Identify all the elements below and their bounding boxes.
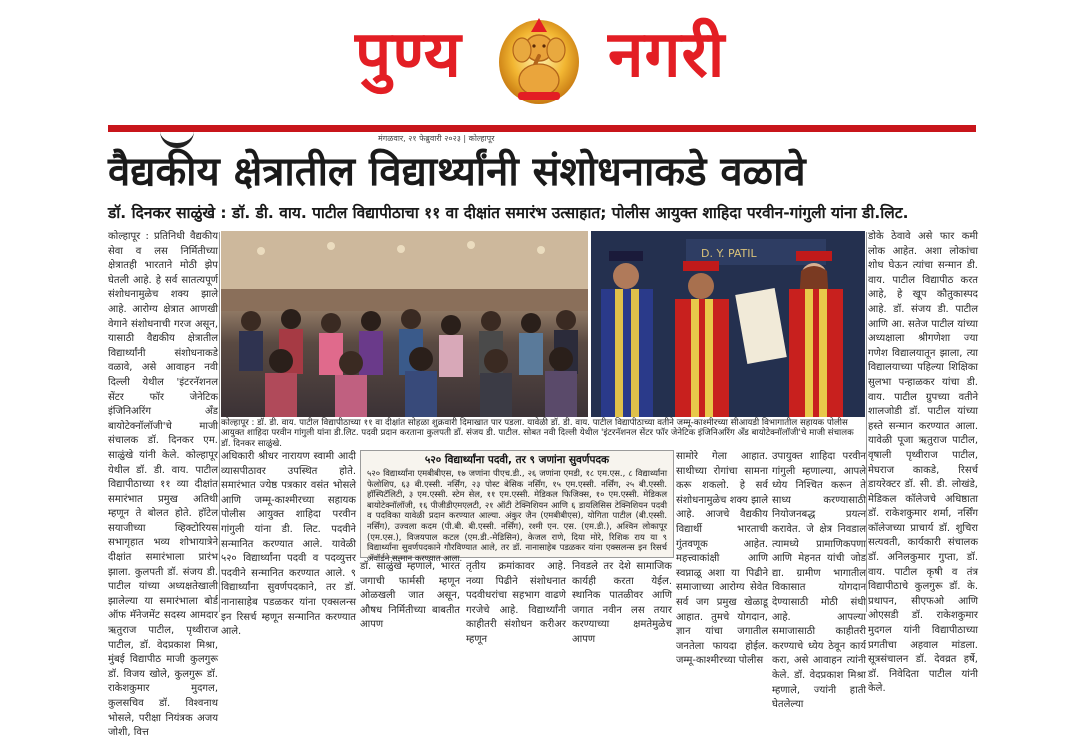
- article-column-mid-5: सामोरे गेला आहात. साथीच्या रोगांचा सामना करू शकलो. हे सर्व संशोधनामुळेच शक्य झाले आहे. आजचे वैद्यकीय विद्यार्थी भारताची गुंतवणूक आहेत. महत्त्वाकांक्षी आणि स्वप्नाळू अशा या पिढीने समाजाच्या आरोग्य सेवेत सर्व जग प्रमुख खेळाडू आहात. तुमचे योगदान, ज्ञान यांचा जगातील जनतेला फायदा होईल. जम्मू-काश्मीरच्या पोलीस: [676, 451, 768, 667]
- photo-caption: कोल्हापूर : डॉ. डी. वाय. पाटील विद्यापीठाच्या ११ वा दीक्षांत सोहळा शुक्रवारी दिमाखात पार पडला. यावेळी डॉ. डी. वाय. पाटील विद्यापीठाच्या वतीने जम्मू-काश्मीरच्या सीआयडी विभागातील सहायक पोलीस आयुक्त शाहिदा परवीन गांगुली यांना डी.लिट. पदवी प्रदान करताना कुलपती डॉ. संजय डी. पाटील. सोबत नवी दिल्ली येथील 'इंटरनॅशनल सेंटर फॉर जेनेटिक इंजिनिअरिंग अँड बायोटेक्नॉलॉजी'चे माजी संचालक डॉ. दिनकर साळुंखे.: [221, 418, 854, 449]
- article-column-mid-2: डॉ. साळुंखे म्हणाले, भारत जगाची फार्मसी म्हणून ओळखली जात असून, औषध निर्मितीच्या बाबतीत आपण: [360, 561, 460, 631]
- info-box-body: ५२० विद्यार्थ्यांना एमबीबीएस, १७ जणांना पीएच.डी., २६ जणांना एमडी, १८ एम.एस., ८ विद्यार्थ्यांना फेलोशिप, ६३ बी.एस्सी. नर्सिंग, २३ पोस्ट बेसिक नर्सिंग, १५ एम.एस्सी. नर्सिंग, २५ बी.एस्सी. हॉस्पिटॅलिटी, ३ एम.एस्सी. स्टेम सेल, ११ एम.एस्सी. मेडिकल फिजिक्स, १० एम.एस्सी. मेडिकल बायोटेक्नॉलॉजी, १६ पीजीडीएमएलटी, २१ ऑटी टेक्निशियन आणि ६ डायलिसिस टेक्निशियन पदवी व पदविका यावेळी प्रदान करण्यात आल्या. अंकुर जैन (एमबीबीएस), योगिता पाटील (बी.एस्सी. नर्सिंग), उज्वला कदम (पी.बी. बी.एस्सी. नर्सिंग), रश्मी एन. एस. (एम.डी.), अश्विन लोकापूर (एम.एस.), विजयपाल कटल (एम.डी.-मेडिसिन), केजल राणे, दिया मोरे, रिशिक राय या ९ विद्यार्थ्यांना सुवर्णपदकाने गौरविण्यात आले, तर डॉ. नानासाहेब पडळकर यांना एक्सलन्स इन रिसर्च ॲवॉर्डने सन्मान करण्यात आला.: [367, 468, 667, 563]
- logo-text-left: पुण्य: [355, 18, 462, 92]
- stage-illustration: [591, 231, 865, 417]
- column-divider: [866, 232, 867, 612]
- article-column-mid-6: उपायुक्त शाहिदा परवीन गांगुली म्हणाल्या, आपले ध्येय निश्चित करून ते साध्य करण्यासाठी नियोजनबद्ध प्रयत्न करावेत. जे क्षेत्र निवडाल त्यामध्ये प्रामाणिकपणा आणि मेहनत यांची जोड द्या. ग्रामीण भागातील विकासात योगदान देण्यासाठी मोठी संधी आहे. आपल्या समाजासाठी काहीतरी करण्याचे ध्येय ठेवून कार्य करा, असे आवाहन त्यांनी केले. डॉ. वेदप्रकाश मिश्रा म्हणाले, ज्यांनी हाती घेतलेल्या: [772, 451, 866, 711]
- subheadline: डॉ. दिनकर साळुंखे : डॉ. डी. वाय. पाटील विद्यापीठाचा ११ वा दीक्षांत समारंभ उत्साहात; पोलीस आयुक्त शाहिदा परवीन-गांगुली यांना डी.लिट.: [108, 204, 909, 222]
- masthead-divider: [108, 125, 976, 132]
- info-box-title: ५२० विद्यार्थ्यांना पदवी, तर ९ जणांना सुवर्णपदक: [424, 454, 610, 466]
- ganesha-icon: [494, 10, 584, 106]
- dateline: [108, 133, 976, 145]
- svg-text:D. Y. PATIL: D. Y. PATIL: [701, 247, 757, 260]
- audience-illustration: [221, 231, 588, 417]
- article-column-mid-4: निवडले तर देशे सामाजिक कार्यही करता येईल. स्थानिक पातळीवर आणि जगात नवीन लस तयार करण्याच्या क्षमतेमुळेच आपण: [572, 561, 672, 645]
- headline: वैद्यकीय क्षेत्रातील विद्यार्थ्यांनी संशोधनाकडे वळावे: [108, 148, 806, 195]
- photo-audience: [221, 231, 588, 417]
- article-column-right: डोके ठेवावे असे फार कमी लोक आहेत. अशा लोकांचा शोध घेऊन त्यांचा सन्मान डी. वाय. पाटील विद्यापीठ करत आहे, हे खूप कौतुकास्पद आहे. डॉ. संजय डी. पाटील आणि आ. सतेज पाटील यांच्या अध्यक्षाला श्रीगणेशा ज्या गणेश विद्यालयातून झाला, त्या विद्यालयाच्या पहिल्या शिक्षिका सुलभा पन्हाळकर यांचा डी. वाय. पाटील ग्रुपच्या वतीने शालजोडी डॉ. पाटील यांच्या हस्ते सन्मान करण्यात आला. यावेळी पूजा ऋतुराज पाटील, वृषाली पृथ्वीराज पाटील, मेघराज काकडे, रिसर्च डायरेक्टर डॉ. सी. डी. लोखंडे, मेडिकल कॉलेजचे अधिष्ठाता डॉ. राकेशकुमार शर्मा, नर्सिंग कॉलेजच्या प्राचार्य डॉ. शुचिरा सत्यवती, कार्यकारी संचालक डॉ. अनिलकुमार गुप्ता, डॉ. वाय. पाटील कृषी व तंत्र विद्यापीठाचे कुलगुरू डॉ. के. प्रथापन, सीएफओ आणि ओएसडी डॉ. राकेशकुमार मुदगल यांनी विद्यापीठाच्या प्रगतीचा अहवाल मांडला. सूत्रसंचालन डॉ. देवव्रत हर्षे, डॉ. निवेदिता पाटील यांनी केले.: [868, 231, 978, 695]
- graduates-info-box: [360, 450, 674, 563]
- masthead: [0, 0, 1080, 118]
- issue-date: मंगळवार, २१ फेब्रुवारी २०२३ | कोल्हापूर: [378, 134, 495, 143]
- article-column-left: कोल्हापूर : प्रतिनिधी वैद्यकीय सेवा व लस निर्मितीच्या क्षेत्रातही भारताने मोठी झेप घेतली आहे. हे सर्व सातत्यपूर्ण संशोधनामुळेच शक्य झाले आहे. आरोग्य क्षेत्रात आणखी वेगाने संशोधनाची गरज असून, यासाठी वैद्यकीय क्षेत्रातील विद्यार्थ्यांनी संशोधनाकडे वळावे, असे आवाहन नवी दिल्ली येथील 'इंटरनॅशनल सेंटर फॉर जेनेटिक इंजिनिअरिंग अँड बायोटेक्नॉलॉजी'चे माजी संचालक डॉ. दिनकर एम. साळुंखे यांनी केले. कोल्हापूर येथील डॉ. डी. वाय. पाटील विद्यापीठाच्या ११ व्या दीक्षांत समारंभात प्रमुख अतिथी म्हणून ते बोलत होते. हॉटेल सयाजीच्या व्हिक्टोरियस सभागृहात भव्य शोभायात्रेने दीक्षांत समारंभाला प्रारंभ झाला. कुलपती डॉ. संजय डी. पाटील यांच्या अध्यक्षतेखाली झालेल्या या समारंभाला बोर्ड ऑफ मॅनेजमेंट सदस्य आमदार ऋतुराज पाटील, पृथ्वीराज पाटील, डॉ. वेदप्रकाश मिश्रा, मुंबई विद्यापीठ माजी कुलगुरू डॉ. विजय खोले, कुलगुरू डॉ. राकेशकुमार मुदगल, कुलसचिव डॉ. विश्वनाथ भोसले, परीक्षा नियंत्रक अजय जोशी, वित्त: [108, 231, 218, 739]
- column-divider: [219, 232, 220, 612]
- logo-text-right: नगरी: [608, 18, 726, 92]
- article-column-mid-1: अधिकारी श्रीधर नारायण स्वामी आदी व्यासपीठावर उपस्थित होते. समारंभात ज्येष्ठ पत्रकार वसंत भोसले आणि जम्मू-काश्मीरच्या सहायक पोलीस आयुक्त शाहिदा परवीन गांगुली यांना डी. लिट. पदवीने सन्मानित करण्यात आले. यावेळी ५२० विद्यार्थ्यांना पदवी व पदव्युत्तर पदवीने सन्मानित करण्यात आले. ९ विद्यार्थ्यांना सुवर्णपदकाने, तर डॉ. नानासाहेब पडळकर यांना एक्सलन्स इन रिसर्च म्हणून सन्मानित करण्यात आले.: [221, 451, 356, 638]
- article-column-mid-3: तृतीय क्रमांकावर आहे. नव्या पिढीने संशोधनात पदवीधरांचा सहभाग वाढणे गरजेचे आहे. विद्यार्थ्यांनी काहीतरी संशोधन करीअर म्हणून: [466, 561, 566, 645]
- photo-convocation-stage: [591, 231, 865, 417]
